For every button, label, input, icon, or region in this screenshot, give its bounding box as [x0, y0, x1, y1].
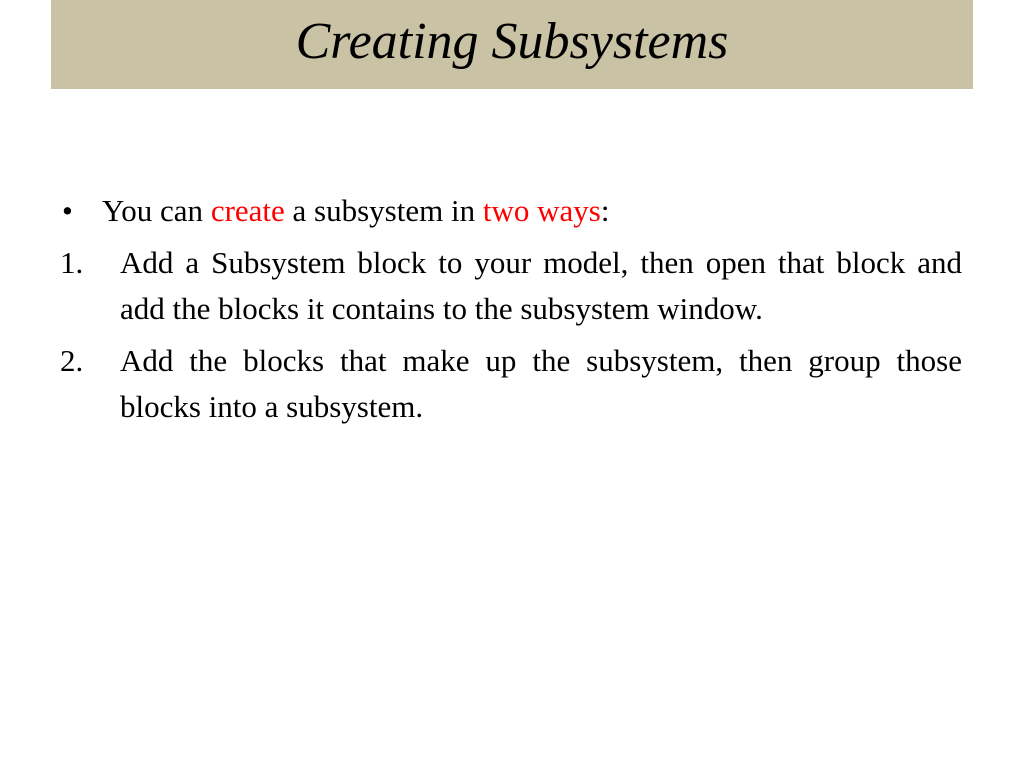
bullet-text-part1: You can: [102, 193, 211, 228]
slide-title: Creating Subsystems: [295, 12, 729, 70]
numbered-item-1: [60, 240, 962, 332]
numbered-item-2: [60, 338, 962, 430]
bullet-text-part3: a subsystem in: [284, 193, 483, 228]
bullet-marker: •: [62, 193, 73, 228]
highlight-create: create: [210, 193, 285, 228]
bullet-text: [102, 188, 962, 234]
numbered-item-1-text: Add a Subsystem block to your model, then open that block and add the blocks it contains to the subsystem window.: [120, 245, 962, 326]
bullet-text-part5: :: [600, 193, 610, 228]
number-marker-2: 2.: [60, 343, 84, 378]
title-bar: [51, 0, 973, 89]
numbered-item-2-text: Add the blocks that make up the subsystem, then group those blocks into a subsystem.: [120, 343, 962, 424]
slide-body: [60, 188, 962, 436]
bullet-item: [60, 188, 962, 234]
number-marker-1: 1.: [60, 245, 84, 280]
highlight-two-ways: two ways: [482, 193, 601, 228]
